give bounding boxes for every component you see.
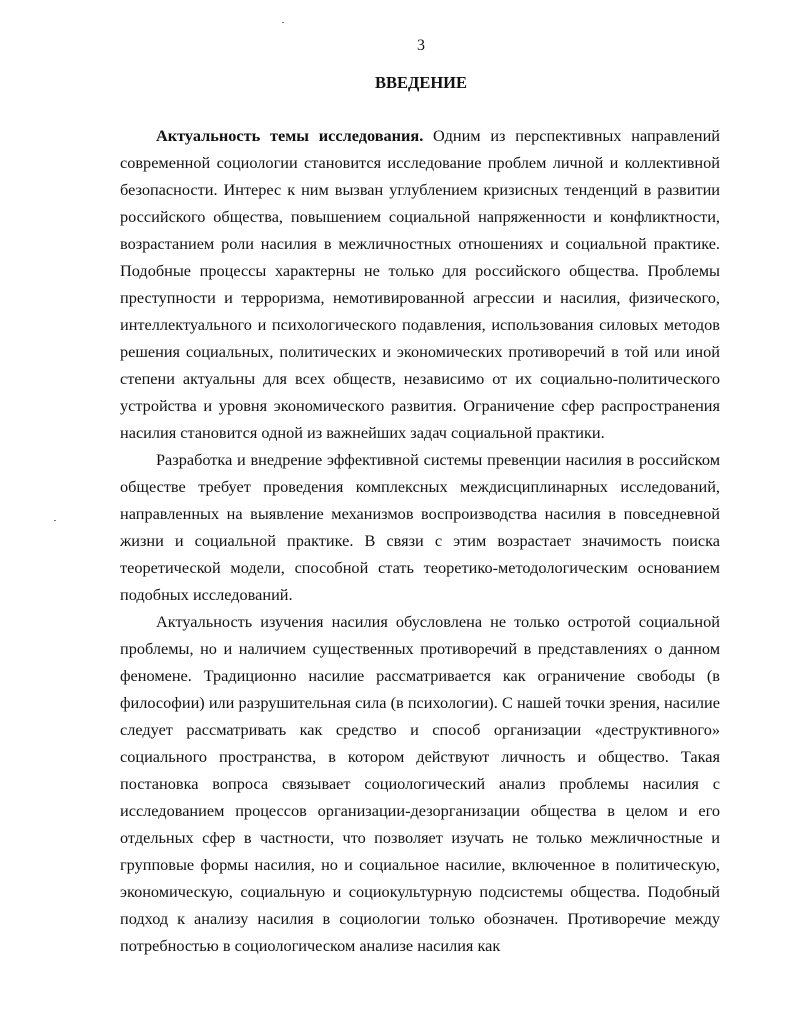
scan-speck	[54, 520, 56, 521]
paragraph-lead: Актуальность темы исследования.	[156, 126, 424, 145]
paragraph-text: Актуальность изучения насилия обусловлена не только остротой социальной проблемы, но и наличием существенных противоречий в представлениях о данном феномене. Традиционно насилие рассматривается как ограничение свободы (в философии) или разрушительная сила (в психологии). С нашей точки зрения, насилие следует рассматривать как средство и способ организации «деструктивного» социального пространства, в котором действуют личность и общество. Такая постановка вопроса связывает социологический анализ проблемы насилия с исследованием процессов организации-дезорганизации общества в целом и его отдельных сфер в частности, что позволяет изучать не только межличностные и групповые формы насилия, но и социальное насилие, включенное в политическую, экономическую, социальную и социокультурную подсистемы общества. Подобный подход к анализу насилия в социологии только обозначен. Противоречие между потребностью в социологическом анализе насилия как	[120, 612, 720, 955]
paragraph-contradictions	[120, 608, 720, 959]
paragraph-text: Одним из перспективных направлений современной социологии становится исследование проблем личной и коллективной безопасности. Интерес к ним вызван углублением кризисных тенденций в развитии российского общества, повышением социальной напряженности и конфликтности, возрастанием роли насилия в межличностных отношениях и социальной практике. Подобные процессы характерны не только для российского общества. Проблемы преступности и терроризма, немотивированной агрессии и насилия, физического, интеллектуального и психологического подавления, использования силовых методов решения социальных, политических и экономических противоречий в той или иной степени актуальны для всех обществ, независимо от их социально-политического устройства и уровня экономического развития. Ограничение сфер распространения насилия становится одной из важнейших задач социальной практики.	[120, 126, 720, 442]
paragraph-prevention	[120, 446, 720, 608]
paragraph-relevance	[120, 122, 720, 446]
paragraph-text: Разработка и внедрение эффективной системы превенции насилия в российском обществе требует проведения комплексных междисциплинарных исследований, направленных на выявление механизмов воспроизводства насилия в повседневной жизни и социальной практике. В связи с этим возрастает значимость поиска теоретической модели, способной стать теоретико-методологическим основанием подобных исследований.	[120, 450, 720, 604]
body-text	[120, 122, 720, 959]
page-number: 3	[417, 37, 425, 54]
section-heading: ВВЕДЕНИЕ	[374, 73, 468, 92]
scan-speck	[282, 22, 284, 23]
